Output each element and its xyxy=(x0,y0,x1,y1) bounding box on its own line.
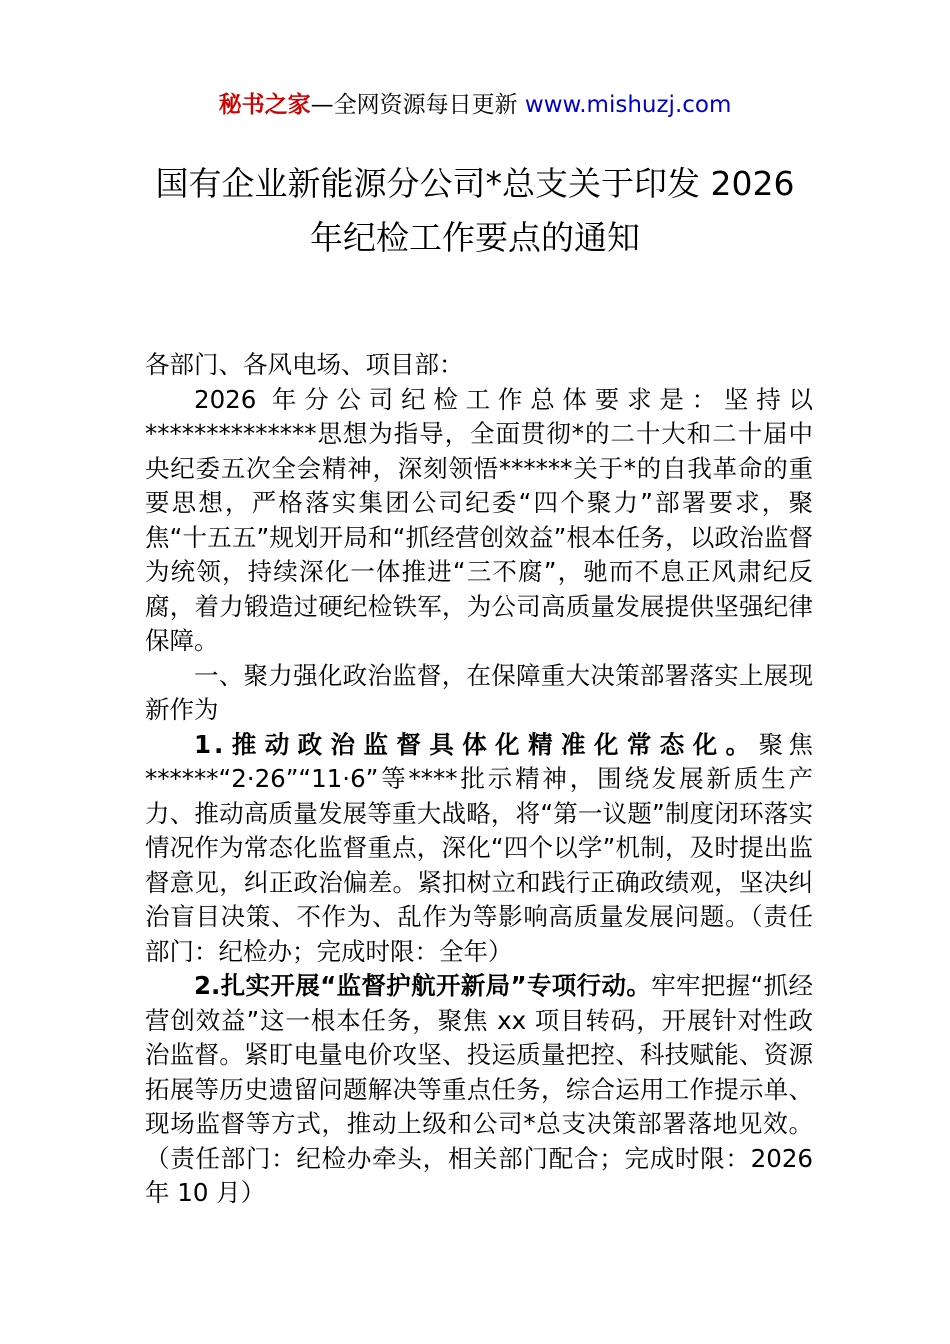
item-text-1: 聚焦******“2·26”“11·6”等****批示精神，围绕发展新质生产力、推动高质量发展等重大战略，将“第一议题”制度闭环落实情况作为常态化监督重点，深化“四个以学”机制，及时提出监督意见，纠正政治偏差。紧扣树立和践行正确政绩观，坚决纠治盲目决策、不作为、乱作为等影响高质量发展问题。（责任部门：纪检办；完成时限：全年） xyxy=(145,729,814,966)
site-brand[interactable]: 秘书之家 xyxy=(218,92,311,118)
document-title xyxy=(100,157,850,265)
document-body xyxy=(145,348,813,1211)
item-lead-2: 2.扎实开展“监督护航开新局”专项行动。 xyxy=(194,971,652,1000)
item-paragraph-2 xyxy=(145,969,813,1211)
intro-paragraph: 2026 年分公司纪检工作总体要求是：坚持以**************思想为指导，全面贯彻*的二十大和二十届中央纪委五次全会精神，深刻领悟******关于*的自我革命的重要思想，严格落实集团公司纪委“四个聚力”部署要求，聚焦“十五五”规划开局和“抓经营创效益”根本任务，以政治监督为统领，持续深化一体推进“三不腐”，驰而不息正风肃纪反腐，着力锻造过硬纪检铁军，为公司高质量发展提供坚强纪律保障。 xyxy=(145,384,813,655)
item-text-2: 牢牢把握“抓经营创效益”这一根本任务，聚焦 xx 项目转码，开展针对性政治监督。紧盯电量电价攻坚、投运质量把控、科技赋能、资源拓展等历史遗留问题解决等重点任务，综合运用工作提示单、现场监督等方式，推动上级和公司*总支决策部署落地见效。（责任部门：纪检办牵头，相关部门配合；完成时限：2026 年 10 月） xyxy=(145,971,813,1207)
salutation: 各部门、各风电场、项目部： xyxy=(145,350,464,379)
site-header xyxy=(0,88,950,122)
item-lead-1: 1.推动政治监督具体化精准化常态化。 xyxy=(194,729,759,759)
item-paragraph-1 xyxy=(145,728,813,970)
title-line-1: 国有企业新能源分公司*总支关于印发 2026 xyxy=(155,164,795,203)
site-url-link[interactable]: www.mishuzj.com xyxy=(524,92,732,118)
section-heading-1: 一、聚力强化政治监督，在保障重大决策部署落实上展现新作为 xyxy=(145,660,813,724)
site-tagline: —全网资源每日更新 xyxy=(310,92,518,118)
title-line-2: 年纪检工作要点的通知 xyxy=(310,218,640,257)
